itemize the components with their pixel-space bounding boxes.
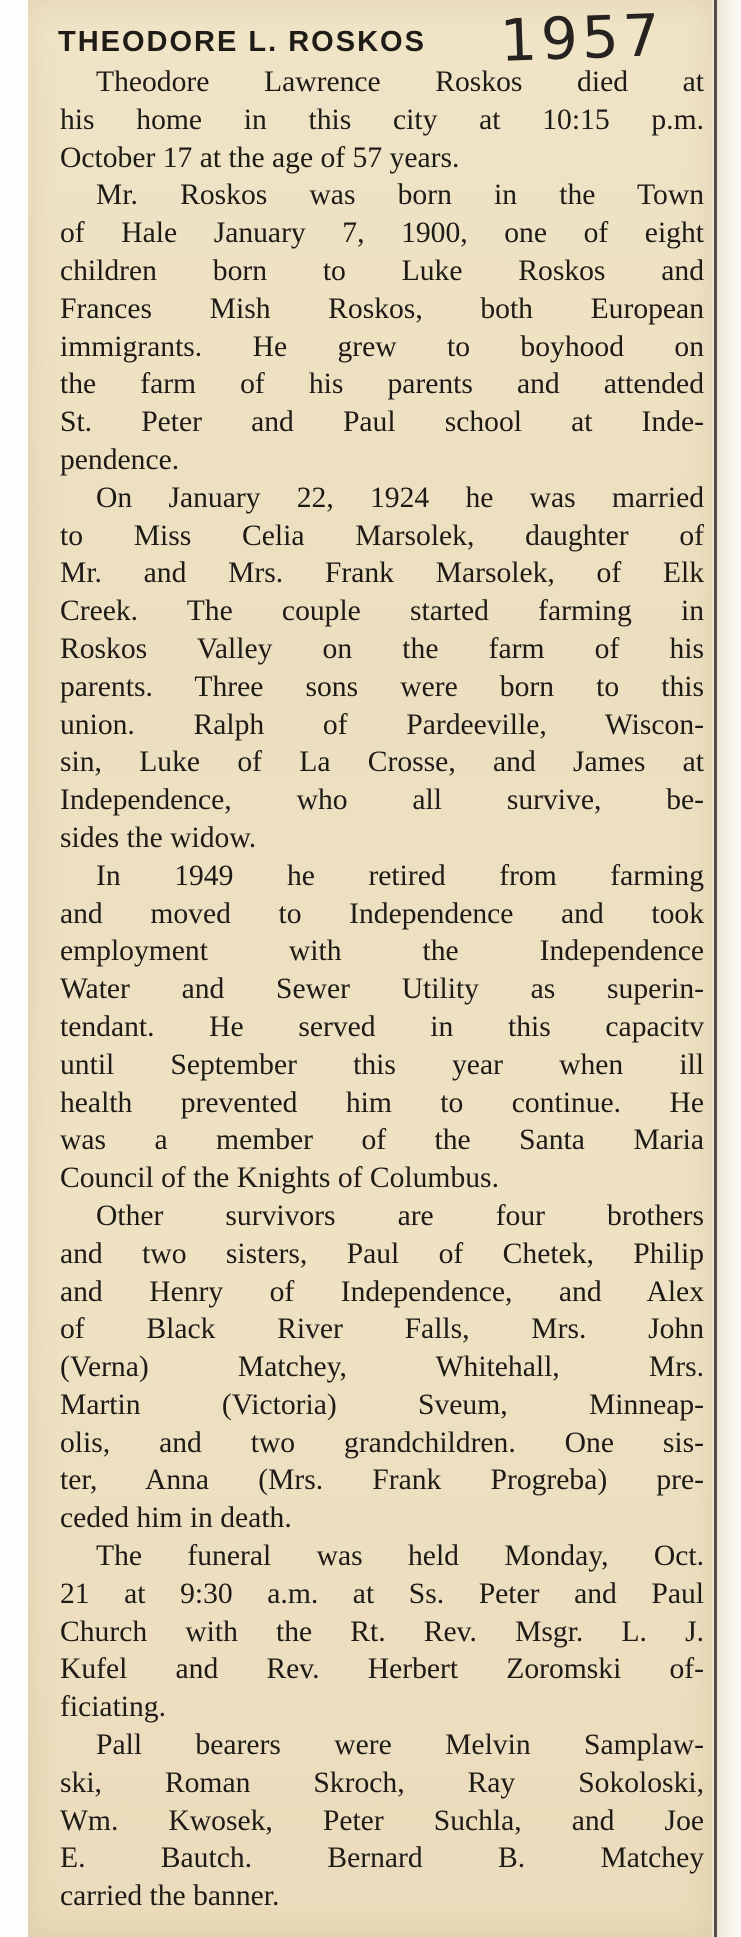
text-line: and two sisters, Paul of Chetek, Philip	[60, 1237, 704, 1270]
text-line: (Verna) Matchey, Whitehall, Mrs.	[60, 1351, 704, 1384]
text-line: Other survivors are four brothers	[96, 1199, 704, 1232]
text-line: Mr. Roskos was born in the Town	[96, 179, 704, 212]
text-line: of Black River Falls, Mrs. John	[60, 1313, 704, 1346]
text-line: and Henry of Independence, and Alex	[60, 1275, 704, 1308]
obituary-headline: THEODORE L. ROSKOS	[58, 26, 426, 58]
text-line: In 1949 he retired from farming	[96, 859, 704, 892]
text-line: union. Ralph of Pardeeville, Wiscon-	[60, 708, 704, 741]
text-line: 21 at 9:30 a.m. at Ss. Peter and Paul	[60, 1577, 704, 1610]
text-line: Frances Mish Roskos, both European	[60, 292, 704, 325]
obituary-paragraph	[60, 177, 704, 479]
text-line: until September this year when ill	[60, 1048, 704, 1081]
text-line: Independence, who all survive, be-	[60, 784, 704, 817]
text-line: Martin (Victoria) Sveum, Minneap-	[60, 1388, 704, 1421]
text-line: and moved to Independence and took	[60, 897, 704, 930]
column-rule	[714, 0, 717, 1937]
text-line: sin, Luke of La Crosse, and James at	[60, 746, 704, 779]
text-line: ski, Roman Skroch, Ray Sokoloski,	[60, 1766, 704, 1799]
text-line: Church with the Rt. Rev. Msgr. L. J.	[60, 1615, 704, 1648]
text-line: On January 22, 1924 he was married	[96, 481, 704, 514]
text-line: Roskos Valley on the farm of his	[60, 632, 704, 665]
obituary-paragraph	[60, 1727, 704, 1916]
text-line: tendant. He served in this capacitv	[60, 1010, 704, 1043]
text-line: pendence.	[60, 443, 180, 476]
text-line: children born to Luke Roskos and	[60, 254, 704, 287]
text-line: olis, and two grandchildren. One sis-	[60, 1426, 704, 1459]
text-line: sides the widow.	[60, 821, 257, 854]
text-line: Theodore Lawrence Roskos died at	[96, 66, 704, 98]
text-line: ceded him in death.	[60, 1502, 292, 1535]
text-line: Wm. Kwosek, Peter Suchla, and Joe	[60, 1804, 704, 1837]
text-line: Council of the Knights of Columbus.	[60, 1162, 499, 1195]
obituary-paragraph	[60, 1198, 704, 1538]
text-line: Water and Sewer Utility as superin-	[60, 973, 704, 1006]
text-line: October 17 at the age of 57 years.	[60, 141, 460, 174]
text-line: of Hale January 7, 1900, one of eight	[60, 217, 704, 250]
obituary-paragraph	[60, 480, 704, 858]
text-line: Pall bearers were Melvin Samplaw-	[96, 1729, 704, 1762]
obituary-paragraph	[60, 64, 704, 177]
text-line: his home in this city at 10:15 p.m.	[60, 103, 704, 136]
text-line: carried the banner.	[60, 1880, 280, 1913]
text-line: to Miss Celia Marsolek, daughter of	[60, 519, 704, 552]
text-line: St. Peter and Paul school at Inde-	[60, 406, 704, 439]
text-line: immigrants. He grew to boyhood on	[60, 330, 704, 363]
text-line: ter, Anna (Mrs. Frank Progreba) pre-	[60, 1464, 704, 1497]
text-line: health prevented him to continue. He	[60, 1086, 704, 1119]
text-line: Mr. and Mrs. Frank Marsolek, of Elk	[60, 557, 704, 590]
text-line: the farm of his parents and attended	[60, 368, 704, 401]
text-line: employment with the Independence	[60, 935, 704, 968]
text-line: parents. Three sons were born to this	[60, 670, 704, 703]
obituary-paragraph	[60, 858, 704, 1198]
text-line: Creek. The couple started farming in	[60, 595, 704, 628]
text-line: E. Bautch. Bernard B. Matchey	[60, 1842, 704, 1875]
text-line: ficiating.	[60, 1691, 167, 1724]
text-line: was a member of the Santa Maria	[60, 1124, 704, 1157]
obituary-body	[60, 64, 704, 1916]
text-line: The funeral was held Monday, Oct.	[96, 1540, 704, 1573]
handwritten-year: 1957	[498, 1, 665, 75]
text-line: Kufel and Rev. Herbert Zoromski of-	[60, 1653, 704, 1686]
obituary-paragraph	[60, 1538, 704, 1727]
